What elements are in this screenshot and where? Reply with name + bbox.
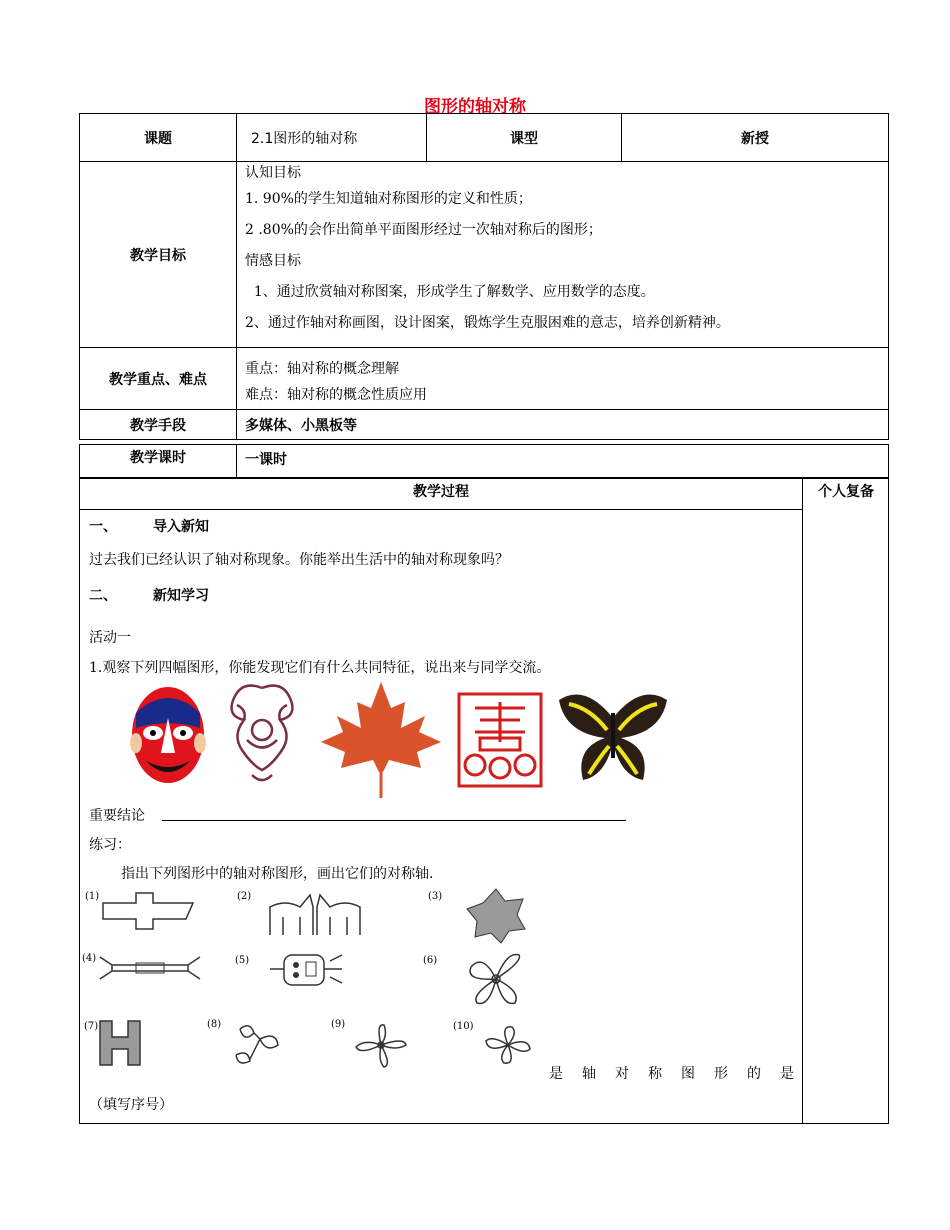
fig-number: (8) xyxy=(207,1019,222,1030)
practice-text: 指出下列图形中的轴对称图形，画出它们的对称轴. xyxy=(121,866,434,882)
goal-line: 2 .80%的会作出简单平面图形经过一次轴对称后的图形； xyxy=(245,222,602,238)
fig-8-leaves xyxy=(230,1021,284,1067)
s1-title: 导入新知 xyxy=(153,519,209,535)
conclusion-blank[interactable] xyxy=(162,820,626,821)
process-header-line xyxy=(80,509,803,510)
fig-10-pinwheel xyxy=(480,1021,536,1069)
fig-number: (10) xyxy=(453,1021,474,1032)
practice-figures xyxy=(80,885,535,1075)
means-label: 教学手段 xyxy=(80,410,237,440)
answer-tail: 是 轴 对 称 图 形 的 是 xyxy=(549,1066,794,1082)
fig-number: (3) xyxy=(428,891,443,902)
type-label: 课型 xyxy=(427,114,622,162)
key-content xyxy=(237,348,889,410)
activity-label: 活动一 xyxy=(89,630,131,646)
process-divider xyxy=(802,478,803,1123)
page-title: 图形的轴对称 xyxy=(424,97,526,117)
goal-line: 情感目标 xyxy=(245,253,301,269)
fig-1-cross xyxy=(98,891,198,931)
goals-content xyxy=(237,162,889,348)
s1-text: 过去我们已经认识了轴对称现象。你能举出生活中的轴对称现象吗？ xyxy=(89,552,509,568)
goal-line: 认知目标 xyxy=(245,165,301,181)
fig-4-bone xyxy=(96,951,204,985)
fig-number: (4) xyxy=(82,953,97,964)
key-point: 重点：轴对称的概念理解 xyxy=(245,361,399,377)
fig-3-flower xyxy=(465,887,527,945)
goal-line: 1、通过欣赏轴对称图案，形成学生了解数学、应用数学的态度。 xyxy=(245,284,655,300)
fig-number: (2) xyxy=(237,891,252,902)
dragon-pattern-image xyxy=(222,680,302,788)
s2-title: 新知学习 xyxy=(153,588,209,604)
fig-7-letter-h xyxy=(96,1017,144,1069)
hours-label: 教学课时 xyxy=(80,445,237,477)
side-header: 个人复备 xyxy=(818,484,874,500)
goals-label: 教学目标 xyxy=(80,162,237,348)
answer-hint: （填写序号） xyxy=(89,1097,173,1113)
butterfly-image xyxy=(555,688,671,788)
fig-number: (6) xyxy=(423,955,438,966)
double-happiness-image xyxy=(455,690,545,790)
means-value: 多媒体、小黑板等 xyxy=(237,410,889,440)
process-header: 教学过程 xyxy=(413,484,469,500)
hours-row xyxy=(79,444,889,478)
lesson-info-table xyxy=(79,113,889,440)
hours-value: 一课时 xyxy=(245,452,287,468)
question-1: 1.观察下列四幅图形，你能发现它们有什么共同特征，说出来与同学交流。 xyxy=(89,660,551,676)
topic-value: 2.1图形的轴对称 xyxy=(237,114,427,162)
fig-number: (1) xyxy=(85,891,100,902)
opera-mask-image xyxy=(128,683,208,788)
key-point: 难点：轴对称的概念性质应用 xyxy=(245,387,427,403)
practice-label: 练习： xyxy=(89,837,131,853)
fig-number: (9) xyxy=(331,1019,346,1030)
fig-2-animals xyxy=(265,887,365,939)
fig-5-robot xyxy=(266,947,346,991)
goal-line: 2、通过作轴对称画图，设计图案，锻炼学生克服困难的意志，培养创新精神。 xyxy=(245,315,730,331)
maple-leaf-image xyxy=(317,680,445,800)
key-label: 教学重点、难点 xyxy=(80,348,237,410)
fig-9-flower xyxy=(352,1021,410,1069)
type-value: 新授 xyxy=(622,114,889,162)
s1-number: 一、 xyxy=(89,519,117,535)
topic-label: 课题 xyxy=(80,114,237,162)
conclusion-label: 重要结论 xyxy=(89,808,145,824)
fig-6-flower xyxy=(463,951,529,1007)
fig-number: (5) xyxy=(235,955,250,966)
s2-number: 二、 xyxy=(89,588,117,604)
goal-line: 1. 90%的学生知道轴对称图形的定义和性质； xyxy=(245,191,532,207)
fig-number: (7) xyxy=(84,1021,99,1032)
